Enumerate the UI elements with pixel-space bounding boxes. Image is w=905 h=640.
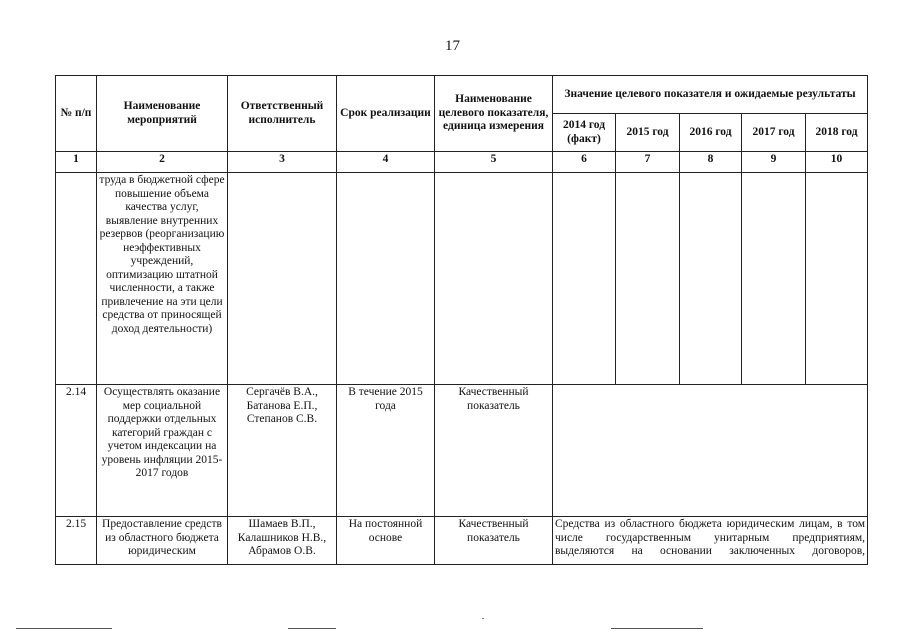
row-indicator: Качественный показатель xyxy=(435,385,553,517)
column-number: 1 xyxy=(56,152,97,173)
footer-rule xyxy=(288,628,336,629)
table-row xyxy=(56,385,868,517)
header-year-2017: 2017 год xyxy=(742,114,806,152)
scan-speck xyxy=(482,618,484,619)
row-value-2016 xyxy=(680,173,742,385)
column-number: 4 xyxy=(337,152,435,173)
row-num xyxy=(56,173,97,385)
column-number: 9 xyxy=(742,152,806,173)
target-indicators-table xyxy=(55,75,868,565)
row-indicator: Качественный показатель xyxy=(435,517,553,565)
header-num: № п/п xyxy=(56,76,97,152)
row-executor xyxy=(228,173,337,385)
row-period: В течение 2015 года xyxy=(337,385,435,517)
header-year-2015: 2015 год xyxy=(616,114,680,152)
column-number: 8 xyxy=(680,152,742,173)
table-row xyxy=(56,173,868,385)
row-value-2015 xyxy=(616,173,680,385)
row-value-2018 xyxy=(806,173,868,385)
header-year-2018: 2018 год xyxy=(806,114,868,152)
row-period: На постоянной основе xyxy=(337,517,435,565)
row-result xyxy=(553,385,868,517)
row-activity: Осуществлять оказание мер социальной поддержки отдельных категорий граждан с учетом индексации на уровень инфляции 2015-2017 годов xyxy=(97,385,228,517)
header-period: Срок реализации xyxy=(337,76,435,152)
column-number: 5 xyxy=(435,152,553,173)
column-number: 2 xyxy=(97,152,228,173)
header-activity: Наименование мероприятий xyxy=(97,76,228,152)
column-number: 6 xyxy=(553,152,616,173)
row-value-2017 xyxy=(742,173,806,385)
header-year-2014: 2014 год (факт) xyxy=(553,114,616,152)
header-year-2016: 2016 год xyxy=(680,114,742,152)
row-executor: Сергачёв В.А., Батанова Е.П., Степанов С.В. xyxy=(228,385,337,517)
header-target-values: Значение целевого показателя и ожидаемые результаты xyxy=(553,76,868,114)
page-number: 17 xyxy=(445,38,460,54)
row-num: 2.14 xyxy=(56,385,97,517)
table-row xyxy=(56,517,868,565)
header-row xyxy=(56,76,868,114)
row-result: Средства из областного бюджета юридическим лицам, в том числе государственным унитарным предприятиям, выделяются на основании заключенных договоров, xyxy=(553,517,868,565)
row-value-2014 xyxy=(553,173,616,385)
header-executor: Ответственный исполнитель xyxy=(228,76,337,152)
header-indicator: Наименование целевого показателя, единица измерения xyxy=(435,76,553,152)
column-number: 7 xyxy=(616,152,680,173)
row-indicator xyxy=(435,173,553,385)
footer-rule xyxy=(16,628,112,629)
row-num: 2.15 xyxy=(56,517,97,565)
footer-rule xyxy=(611,628,703,629)
column-numbers-row xyxy=(56,152,868,173)
row-activity: труда в бюджетной сфере повышение объема качества услуг, выявление внутренних резервов (реорганизацию неэффективных учреждений, оптимизацию штатной численности, а также привлечение на эти цели средства от приносящей доход деятельности) xyxy=(97,173,228,385)
row-executor: Шамаев В.П., Калашников Н.В., Абрамов О.В. xyxy=(228,517,337,565)
column-number: 3 xyxy=(228,152,337,173)
row-activity: Предоставление средств из областного бюджета юридическим xyxy=(97,517,228,565)
row-period xyxy=(337,173,435,385)
column-number: 10 xyxy=(806,152,868,173)
